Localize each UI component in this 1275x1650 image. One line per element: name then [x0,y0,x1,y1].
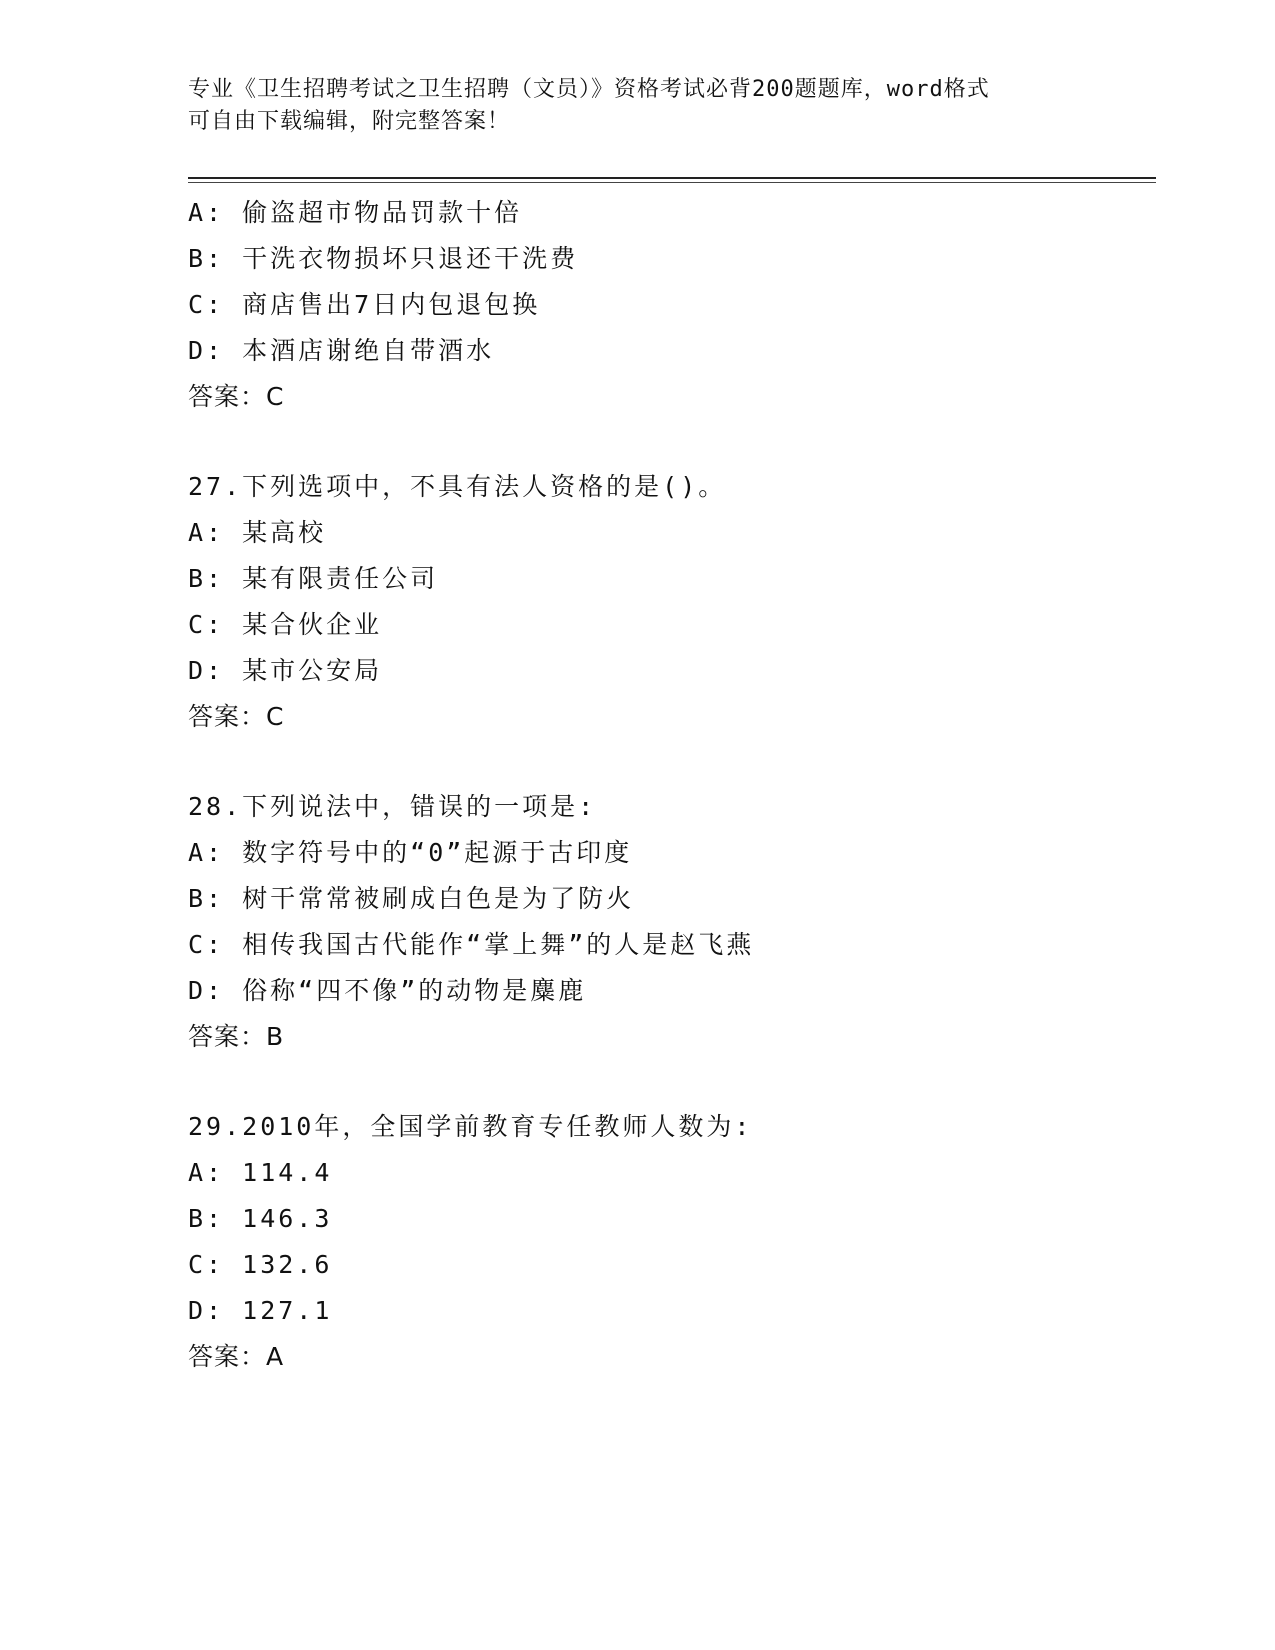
header-divider-thin [188,182,1156,183]
question-28-block [188,784,1156,1060]
question-list [188,190,1156,1424]
answer-line: 答案：C [188,702,285,731]
question-text: 29.2010年，全国学前教育专任教师人数为: [188,1112,753,1141]
option-a: A: 114.4 [188,1158,333,1187]
answer-line: 答案：B [188,1022,285,1051]
header-line-2: 可自由下载编辑，附完整答案！ [188,109,511,134]
header-divider-thick [188,177,1156,179]
option-c: C: 商店售出7日内包退包换 [188,290,541,319]
option-b: B: 树干常常被刷成白色是为了防火 [188,884,635,913]
option-a: A: 偷盗超市物品罚款十倍 [188,198,523,227]
document-header [188,74,1088,138]
option-c: C: 132.6 [188,1250,333,1279]
option-a: A: 某高校 [188,518,327,547]
option-c: C: 相传我国古代能作“掌上舞”的人是赵飞燕 [188,930,755,959]
answer-line: 答案：A [188,1342,285,1371]
question-29-block [188,1104,1156,1380]
question-26-block [188,190,1156,420]
option-d: D: 本酒店谢绝自带酒水 [188,336,495,365]
option-c: C: 某合伙企业 [188,610,383,639]
question-text: 27.下列选项中，不具有法人资格的是()。 [188,472,727,501]
question-27-block [188,464,1156,740]
option-b: B: 干洗衣物损坏只退还干洗费 [188,244,579,273]
answer-line: 答案：C [188,382,285,411]
option-a: A: 数字符号中的“0”起源于古印度 [188,838,633,867]
option-b: B: 146.3 [188,1204,333,1233]
option-b: B: 某有限责任公司 [188,564,439,593]
option-d: D: 某市公安局 [188,656,383,685]
question-text: 28.下列说法中，错误的一项是: [188,792,597,821]
option-d: D: 俗称“四不像”的动物是麋鹿 [188,976,587,1005]
option-d: D: 127.1 [188,1296,333,1325]
header-line-1: 专业《卫生招聘考试之卫生招聘（文员）》资格考试必背200题题库，word格式 [188,77,990,102]
